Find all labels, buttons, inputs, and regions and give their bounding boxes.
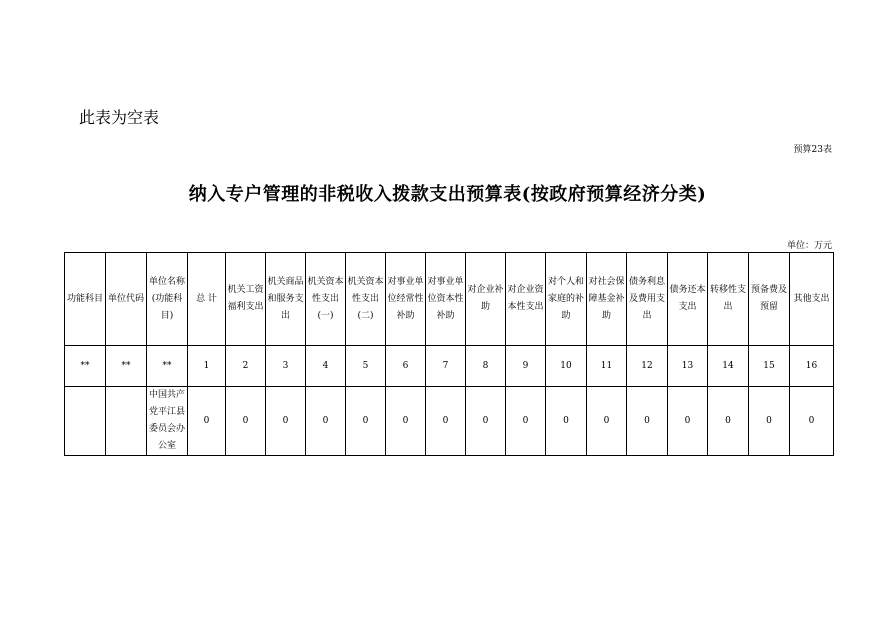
form-number: 预算23表 <box>793 145 832 155</box>
table-cell: 0 <box>266 387 306 456</box>
sequence-cell: ** <box>147 346 188 387</box>
unit-label: 单位：万元 <box>786 241 832 251</box>
header-cell: 对社会保障基金补助 <box>587 253 627 346</box>
table-cell: 0 <box>188 387 226 456</box>
header-cell: 机关商品和服务支出 <box>266 253 306 346</box>
sequence-cell: 13 <box>668 346 708 387</box>
header-cell: 对企业资本性支出 <box>506 253 546 346</box>
header-cell: 债务利息及费用支出 <box>627 253 668 346</box>
header-cell: 功能科目 <box>65 253 106 346</box>
header-cell: 其他支出 <box>790 253 834 346</box>
header-cell: 单位名称(功能科目) <box>147 253 188 346</box>
header-cell: 对个人和家庭的补助 <box>546 253 587 346</box>
sequence-cell: 11 <box>587 346 627 387</box>
sequence-cell: ** <box>106 346 147 387</box>
table-cell <box>106 387 147 456</box>
header-cell: 预备费及预留 <box>749 253 790 346</box>
table-cell: 0 <box>466 387 506 456</box>
table-cell: 0 <box>668 387 708 456</box>
sequence-cell: 14 <box>708 346 749 387</box>
sequence-cell: 1 <box>188 346 226 387</box>
header-cell: 单位代码 <box>106 253 147 346</box>
sequence-cell: 5 <box>346 346 386 387</box>
table-cell: 0 <box>386 387 426 456</box>
header-cell: 机关工资福利支出 <box>226 253 266 346</box>
header-cell: 机关资本性支出(一) <box>306 253 346 346</box>
sequence-cell: 10 <box>546 346 587 387</box>
table-cell: 0 <box>546 387 587 456</box>
header-row <box>65 253 834 346</box>
table-cell: 0 <box>306 387 346 456</box>
page-title: 纳入专户管理的非税收入拨款支出预算表(按政府预算经济分类) <box>188 184 707 205</box>
table-cell: 0 <box>587 387 627 456</box>
table-cell: 0 <box>426 387 466 456</box>
sequence-cell: 7 <box>426 346 466 387</box>
table-cell: 0 <box>627 387 668 456</box>
table-cell: 0 <box>506 387 546 456</box>
sequence-cell: 9 <box>506 346 546 387</box>
empty-table-note: 此表为空表 <box>79 108 160 127</box>
table-cell: 中国共产党平江县委员会办公室 <box>147 387 188 456</box>
sequence-cell: 16 <box>790 346 834 387</box>
table-cell: 0 <box>749 387 790 456</box>
header-cell: 对企业补助 <box>466 253 506 346</box>
sequence-cell: 15 <box>749 346 790 387</box>
budget-table <box>64 252 834 456</box>
header-cell: 转移性支出 <box>708 253 749 346</box>
sequence-cell: 2 <box>226 346 266 387</box>
table-cell: 0 <box>708 387 749 456</box>
header-cell: 债务还本支出 <box>668 253 708 346</box>
table-cell <box>65 387 106 456</box>
header-cell: 总 计 <box>188 253 226 346</box>
header-cell: 对事业单位经常性补助 <box>386 253 426 346</box>
header-cell: 机关资本性支出(二) <box>346 253 386 346</box>
table-cell: 0 <box>790 387 834 456</box>
sequence-row <box>65 346 834 387</box>
header-cell: 对事业单位资本性补助 <box>426 253 466 346</box>
sequence-cell: 8 <box>466 346 506 387</box>
sequence-cell: 3 <box>266 346 306 387</box>
table-cell: 0 <box>346 387 386 456</box>
table-cell: 0 <box>226 387 266 456</box>
sequence-cell: ** <box>65 346 106 387</box>
sequence-cell: 6 <box>386 346 426 387</box>
sequence-cell: 12 <box>627 346 668 387</box>
table-row <box>65 387 834 456</box>
sequence-cell: 4 <box>306 346 346 387</box>
